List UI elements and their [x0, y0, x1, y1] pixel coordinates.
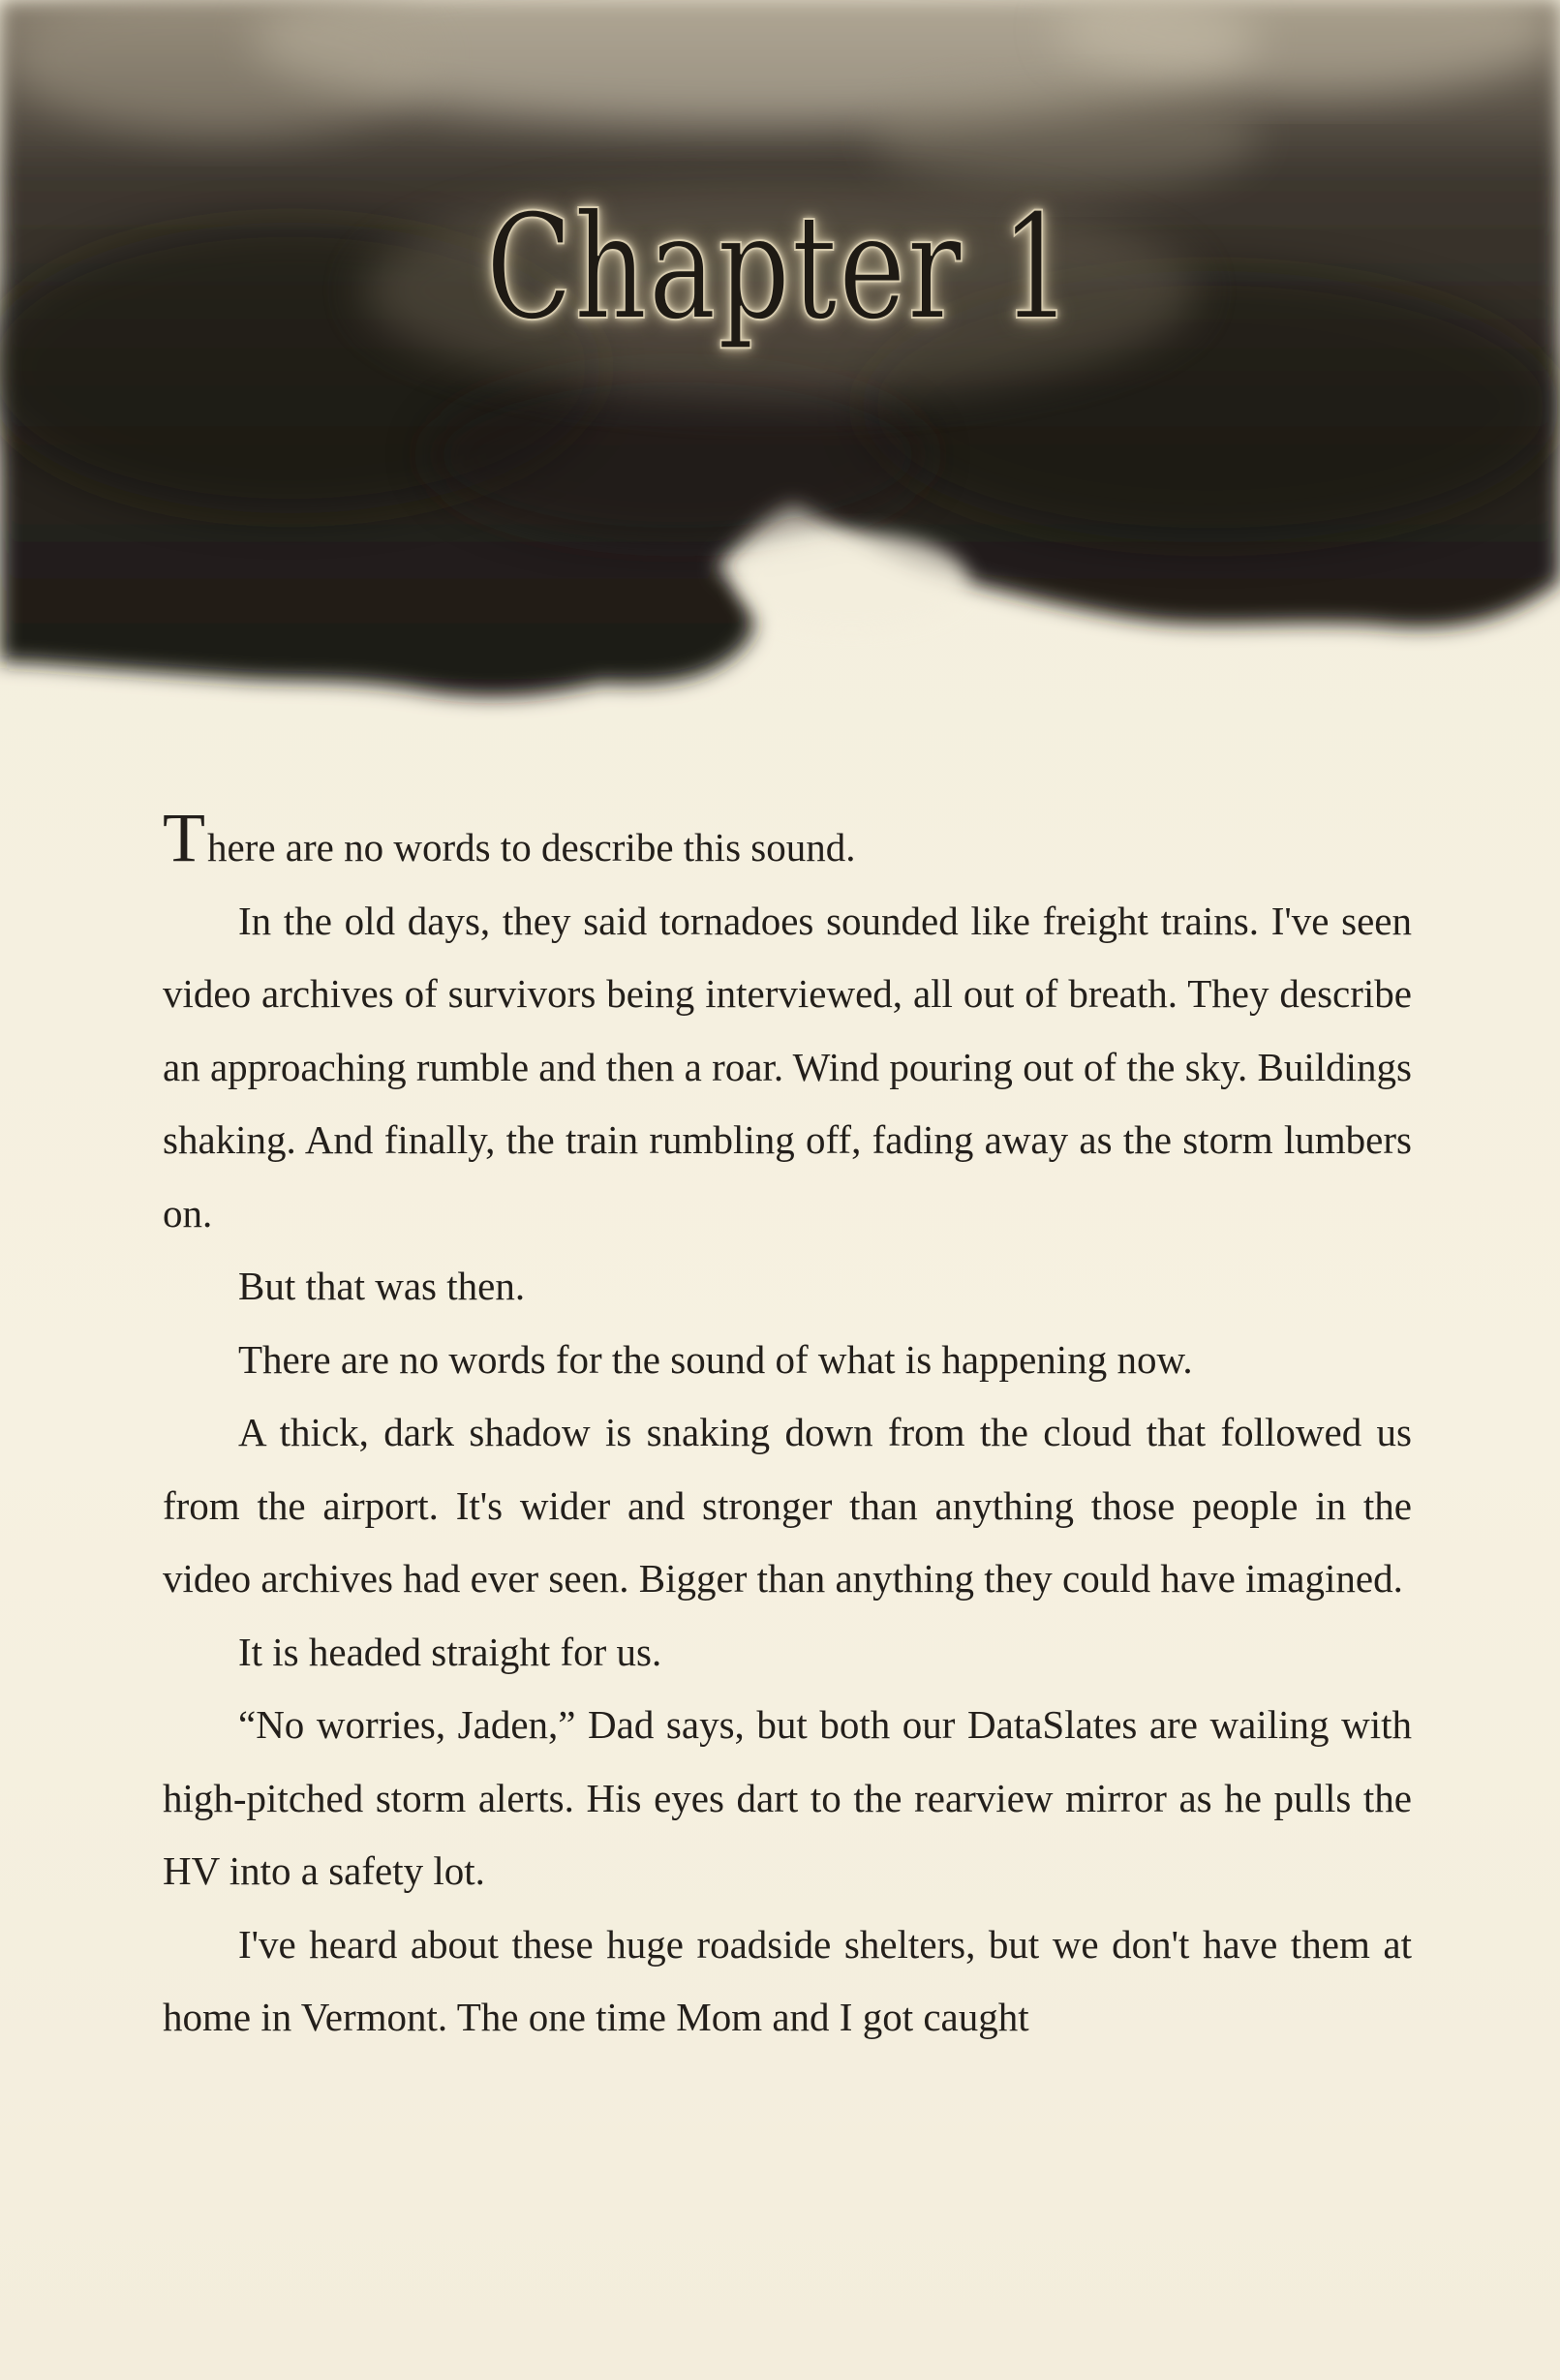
chapter-text — [163, 799, 1412, 2055]
opening-sentence: here are no words to describe this sound. — [206, 825, 856, 870]
paragraph: A thick, dark shadow is snaking down from the cloud that followed us from the airport. It's wider and stronger than anything those people in the video archives had ever seen. Bigger than anything they could have imagined. — [163, 1410, 1412, 1601]
opening-paragraph — [163, 799, 1412, 885]
paragraph: In the old days, they said tornadoes sounded like freight trains. I've seen video archives of survivors being interviewed, all out of breath. They describe an approaching rumble and then a roar. Wind pouring out of the sky. Buildings shaking. And finally, the train rumbling off, fading away as the storm lumbers on. — [163, 898, 1412, 1236]
storm-cloud-illustration — [0, 0, 1560, 755]
opening-initial: T — [163, 799, 205, 876]
paragraph: But that was then. — [238, 1264, 526, 1308]
paragraph: “No worries, Jaden,” Dad says, but both our DataSlates are wailing with high-pitched storm alerts. His eyes dart to the rearview mirror as he pulls the HV into a safety lot. — [163, 1702, 1412, 1893]
paragraph: It is headed straight for us. — [238, 1629, 662, 1674]
chapter-title: Chapter 1 — [485, 184, 1075, 352]
paragraph: I've heard about these huge roadside shelters, but we don't have them at home in Vermont. The one time Mom and I got caught — [163, 1921, 1412, 2039]
paragraph: There are no words for the sound of what is happening now. — [238, 1336, 1193, 1382]
